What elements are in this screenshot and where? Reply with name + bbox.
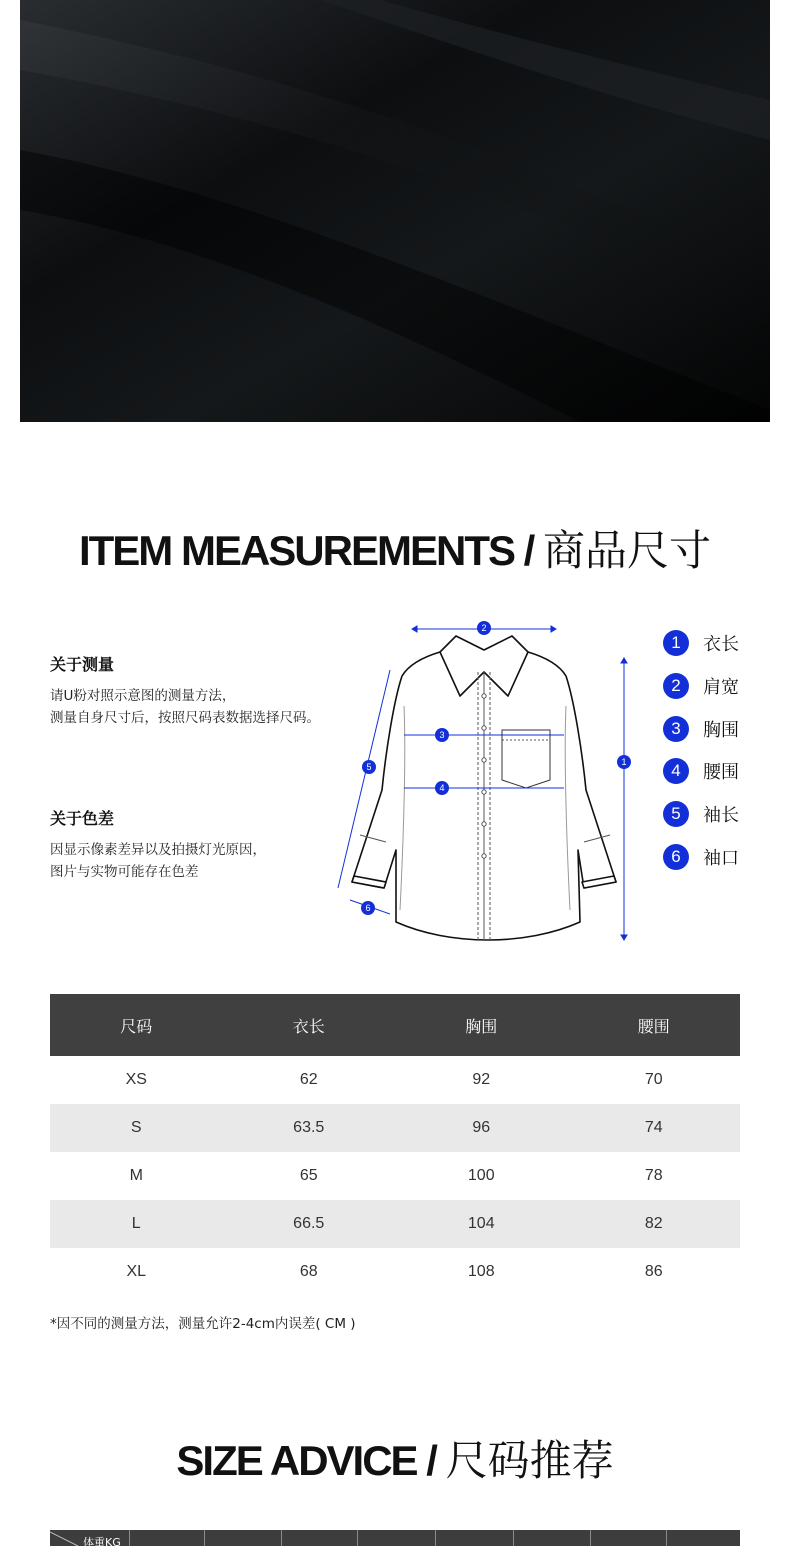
- legend-item: [663, 801, 753, 827]
- about-color-heading: 关于色差: [50, 809, 115, 828]
- legend-number-badge: 2: [663, 673, 689, 699]
- legend-item: [663, 758, 753, 784]
- size-advice-table-header: [50, 1530, 740, 1549]
- about-measure-line1: 请U粉对照示意图的测量方法，: [50, 688, 236, 704]
- legend-label: 肩宽: [703, 676, 739, 698]
- table-cell: 108: [467, 1263, 495, 1280]
- table-row: [50, 1056, 740, 1104]
- title-separator: /: [416, 1437, 446, 1484]
- header-cell: [591, 1530, 667, 1546]
- column-header-waist: 腰围: [568, 994, 741, 1056]
- header-cell: [514, 1530, 591, 1546]
- size-table: [50, 994, 740, 1296]
- legend-number-badge: 6: [663, 844, 689, 870]
- legend-item: [663, 630, 753, 656]
- table-row: [50, 1200, 740, 1248]
- table-cell: 63.5: [223, 1104, 396, 1152]
- title-separator: /: [513, 527, 543, 574]
- table-cell: 68: [299, 1263, 318, 1280]
- weight-header-label: 体重KG: [83, 1536, 121, 1549]
- svg-text:2: 2: [481, 623, 487, 633]
- header-cell: [358, 1530, 435, 1546]
- table-cell: 66.5: [223, 1200, 396, 1248]
- header-cell: [436, 1530, 514, 1546]
- table-cell: 78: [644, 1167, 663, 1184]
- svg-text:3: 3: [439, 730, 445, 740]
- header-cell: [667, 1530, 740, 1546]
- svg-text:1: 1: [621, 757, 627, 767]
- legend-number-badge: 1: [663, 630, 689, 656]
- table-header-row: [50, 994, 740, 1056]
- header-cell: [282, 1530, 358, 1546]
- table-cell: 104: [395, 1200, 568, 1248]
- table-cell: 62: [299, 1071, 318, 1088]
- size-advice-title: [0, 1428, 790, 1488]
- svg-text:6: 6: [365, 903, 371, 913]
- item-measurements-title: [0, 518, 790, 578]
- table-row: [50, 1104, 740, 1152]
- about-measure-block: [50, 652, 350, 729]
- table-row: [50, 1152, 740, 1200]
- table-cell: 74: [568, 1104, 741, 1152]
- legend-label: 袖长: [703, 805, 739, 827]
- table-cell: 70: [644, 1071, 663, 1088]
- svg-text:5: 5: [366, 762, 372, 772]
- title-en: ITEM MEASUREMENTS: [78, 527, 514, 574]
- legend-label: 腰围: [703, 762, 739, 784]
- table-cell: S: [50, 1104, 223, 1152]
- column-header-size: 尺码: [50, 994, 223, 1056]
- legend-item: [663, 716, 753, 742]
- about-color-line1: 因显示像素差异以及拍摄灯光原因，: [50, 842, 266, 858]
- legend-label: 袖口: [703, 847, 739, 869]
- table-cell: XS: [125, 1071, 147, 1088]
- legend-number-badge: 5: [663, 801, 689, 827]
- title-zh: 尺码推荐: [445, 1436, 614, 1485]
- about-measure-line2: 测量自身尺寸后，按照尺码表数据选择尺码。: [50, 710, 320, 726]
- weight-header-cell: [50, 1530, 130, 1549]
- table-cell: 65: [299, 1167, 318, 1184]
- table-cell: M: [129, 1167, 143, 1184]
- svg-text:4: 4: [439, 783, 445, 793]
- shirt-measurement-diagram: [330, 610, 640, 955]
- about-color-line2: 图片与实物可能存在色差: [50, 864, 199, 880]
- column-header-chest: 胸围: [395, 994, 568, 1056]
- about-measure-heading: 关于测量: [50, 655, 115, 674]
- table-cell: 96: [395, 1104, 568, 1152]
- column-header-length: 衣长: [223, 994, 396, 1056]
- table-cell: 100: [467, 1167, 495, 1184]
- table-cell: 92: [472, 1071, 491, 1088]
- legend-number-badge: 4: [663, 758, 689, 784]
- legend-item: [663, 673, 753, 699]
- table-cell: 82: [568, 1200, 741, 1248]
- legend-number-badge: 3: [663, 716, 689, 742]
- title-zh: 商品尺寸: [543, 526, 712, 575]
- about-color-block: [50, 806, 350, 883]
- fabric-photo: [20, 0, 770, 422]
- title-en: SIZE ADVICE: [176, 1437, 417, 1484]
- table-cell: L: [50, 1200, 223, 1248]
- legend-label: 衣长: [703, 634, 739, 655]
- table-cell: 86: [644, 1263, 663, 1280]
- header-cell: [130, 1530, 205, 1546]
- header-cell: [205, 1530, 282, 1546]
- measurement-footnote: *因不同的测量方法，测量允许2-4cm内误差( CM ): [50, 1316, 356, 1332]
- table-row: [50, 1248, 740, 1296]
- measurement-legend: [663, 630, 753, 887]
- legend-label: 胸围: [703, 719, 739, 741]
- legend-item: [663, 844, 753, 870]
- table-cell: XL: [126, 1263, 147, 1280]
